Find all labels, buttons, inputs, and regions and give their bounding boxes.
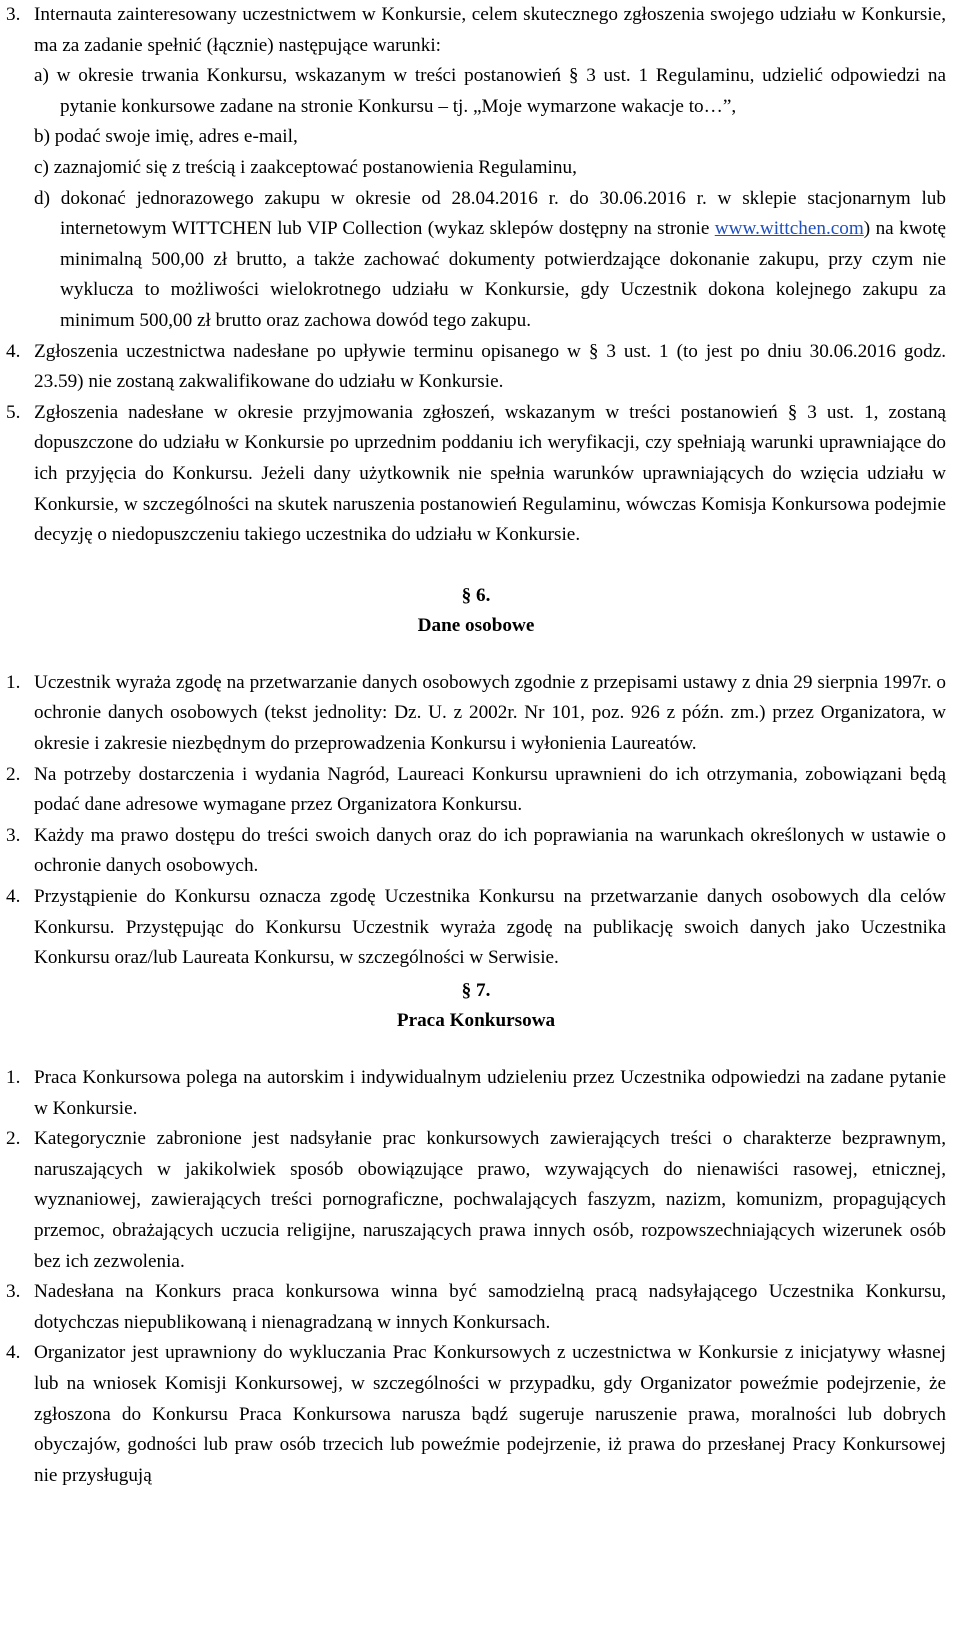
sec6-item-1 <box>6 668 946 760</box>
item-number: 2. <box>6 1128 21 1150</box>
sec5-item-4 <box>6 337 946 398</box>
item-number: 3. <box>6 1281 21 1303</box>
item-number: 4. <box>6 1342 21 1364</box>
item-number: 5. <box>6 401 21 423</box>
item-number: 4. <box>6 340 21 362</box>
section-6-sign: § 6. <box>461 584 491 606</box>
item-text: Praca Konkursowa polega na autorskim i indywidualnym udzieleniu przez Uczestnika odpowiedzi na zadane pytanie w Konkursie. <box>34 1067 946 1119</box>
link-part-b: com <box>830 218 864 240</box>
item-text: Uczestnik wyraża zgodę na przetwarzanie danych osobowych zgodnie z przepisami ustawy z dnia 29 sierpnia 1997r. o ochronie danych osobowych (tekst jednolity: Dz. U. z 2002r. Nr 101, poz. 926 z późn. zm.) przez Organizatora, w okresie i zakresie niezbędnym do przeprowadzenia Konkursu i wyłonienia Laureatów. <box>34 671 946 755</box>
subitem-text-before: d) dokonać jednorazowego zakupu w okresie od 28.04.2016 r. do 30.06.2016 r. w sklepie stacjonarnym lub internetowym WITTCHEN lub VIP Collection (wykaz sklepów dostępny na stronie <box>34 187 946 240</box>
item-text: Organizator jest uprawniony do wykluczania Prac Konkursowych z uczestnictwa w Konkursie z inicjatywy własnej lub na wniosek Komisji Konkursowej, w szczególności w przypadku, gdy Organizator poweźmie podejrzenie, że zgłoszona do Konkursu Praca Konkursowa narusza bądź sugeruje naruszenie prawa, moralności lub dobrych obyczajów, godności lub praw osób trzecich lub poweźmie podejrzenie, iż prawa do przesłanej Pracy Konkursowej nie przysługują <box>34 1342 946 1486</box>
subitem-text: c) zaznajomić się z treścią i zaakceptować postanowienia Regulaminu, <box>34 156 577 178</box>
item-number: 2. <box>6 763 21 785</box>
sec5-item-5 <box>6 398 946 551</box>
sec5-item-3-sub-c <box>6 153 946 184</box>
item-text: Zgłoszenia nadesłane w okresie przyjmowania zgłoszeń, wskazanym w treści postanowień § 3 ust. 1, zostaną dopuszczone do udziału w Konkursie po uprzednim poddaniu ich weryfikacji, czy spełniają warunki uprawniające do ich przyjęcia do Konkursu. Jeżeli dany użytkownik nie spełnia warunków uprawniających do wzięcia udziału w Konkursie, w szczególności na skutek naruszenia postanowień Regulaminu, wówczas Komisja Konkursowa podejmie decyzję o niedopuszczeniu takiego uczestnika do udziału w Konkursie. <box>34 401 946 546</box>
sec7-item-2 <box>6 1124 946 1277</box>
section-6-title: Dane osobowe <box>417 615 535 637</box>
subitem-text: b) podać swoje imię, adres e-mail, <box>34 126 298 148</box>
item-text: Internauta zainteresowany uczestnictwem w Konkursie, celem skutecznego zgłoszenia swojego udziału w Konkursie, ma za zadanie spełnić (łącznie) następujące warunki: <box>34 4 946 56</box>
sec6-item-2 <box>6 760 946 821</box>
sec7-item-4 <box>6 1338 946 1491</box>
item-number: 3. <box>6 824 21 846</box>
sec5-item-3-sub-a <box>6 61 946 122</box>
item-text: Kategorycznie zabronione jest nadsyłanie prac konkursowych zawierających treści o charakterze bezprawnym, naruszających w jakikolwiek sposób obowiązujące prawo, wzywających do nienawiści rasowej, etnicznej, wyznaniowej, zawierających treści pornograficzne, pochwalających faszyzm, nazizm, komunizm, propagujących przemoc, obrażających uczucia religijne, naruszających prawa innych osób, rozpowszechniających wizerunek osób bez ich zezwolenia. <box>34 1128 946 1272</box>
item-number: 4. <box>6 886 21 908</box>
item-text: Zgłoszenia uczestnictwa nadesłane po upływie terminu opisanego w § 3 ust. 1 (to jest po dniu 30.06.2016 godz. 23.59) nie zostaną zakwalifikowane do udziału w Konkursie. <box>34 340 946 393</box>
sec6-item-4 <box>6 882 946 974</box>
item-text: Nadesłana na Konkurs praca konkursowa winna być samodzielną pracą nadsyłającego Uczestnika Konkursu, dotychczas niepublikowaną i nienagradzaną w innych Konkursach. <box>34 1281 946 1333</box>
sec5-item-3-sub-b <box>6 122 946 153</box>
item-text: Na potrzeby dostarczenia i wydania Nagród, Laureaci Konkursu uprawnieni do ich otrzymania, zobowiązani będą podać dane adresowe wymagane przez Organizatora Konkursu. <box>34 763 946 816</box>
item-number: 3. <box>6 4 21 25</box>
sec5-item-3-sub-d <box>6 184 946 337</box>
sec7-item-1 <box>6 1063 946 1124</box>
subitem-text-after: ) na kwotę minimalną 500,00 zł brutto, a także zachować dokumenty potwierdzające dokonanie zakupu, przy czym nie wyklucza to możliwości wielokrotnego udziału w Konkursie, gdy Uczestnik dokona kolejnego zakupu za minimum 500,00 zł brutto oraz zachowa dowód tego zakupu. <box>60 218 946 331</box>
item-number: 1. <box>6 671 21 693</box>
section-7-sign: § 7. <box>461 979 491 1001</box>
subitem-text: a) w okresie trwania Konkursu, wskazanym w treści postanowień § 3 ust. 1 Regulaminu, udzielić odpowiedzi na pytanie konkursowe zadane na stronie Konkursu – tj. „Moje wymarzone wakacje to…”, <box>34 65 946 117</box>
link-part-a: www.wittchen. <box>714 218 831 240</box>
subitem-d-text <box>6 184 946 337</box>
item-number: 1. <box>6 1067 21 1088</box>
sec5-item-3 <box>6 0 946 61</box>
sec7-item-3 <box>6 1277 946 1338</box>
item-text: Każdy ma prawo dostępu do treści swoich danych oraz do ich poprawiania na warunkach określonych w ustawie o ochronie danych osobowych. <box>34 824 946 877</box>
item-text: Przystąpienie do Konkursu oznacza zgodę Uczestnika Konkursu na przetwarzanie danych osobowych dla celów Konkursu. Przystępując do Konkursu Uczestnik wyraża zgodę na publikację swoich danych jako Uczestnika Konkursu oraz/lub Laureata Konkursu, w szczególności w Serwisie. <box>34 886 946 969</box>
wittchen-link[interactable] <box>715 218 864 239</box>
section-7-title: Praca Konkursowa <box>396 1010 556 1032</box>
sec6-item-3 <box>6 821 946 882</box>
